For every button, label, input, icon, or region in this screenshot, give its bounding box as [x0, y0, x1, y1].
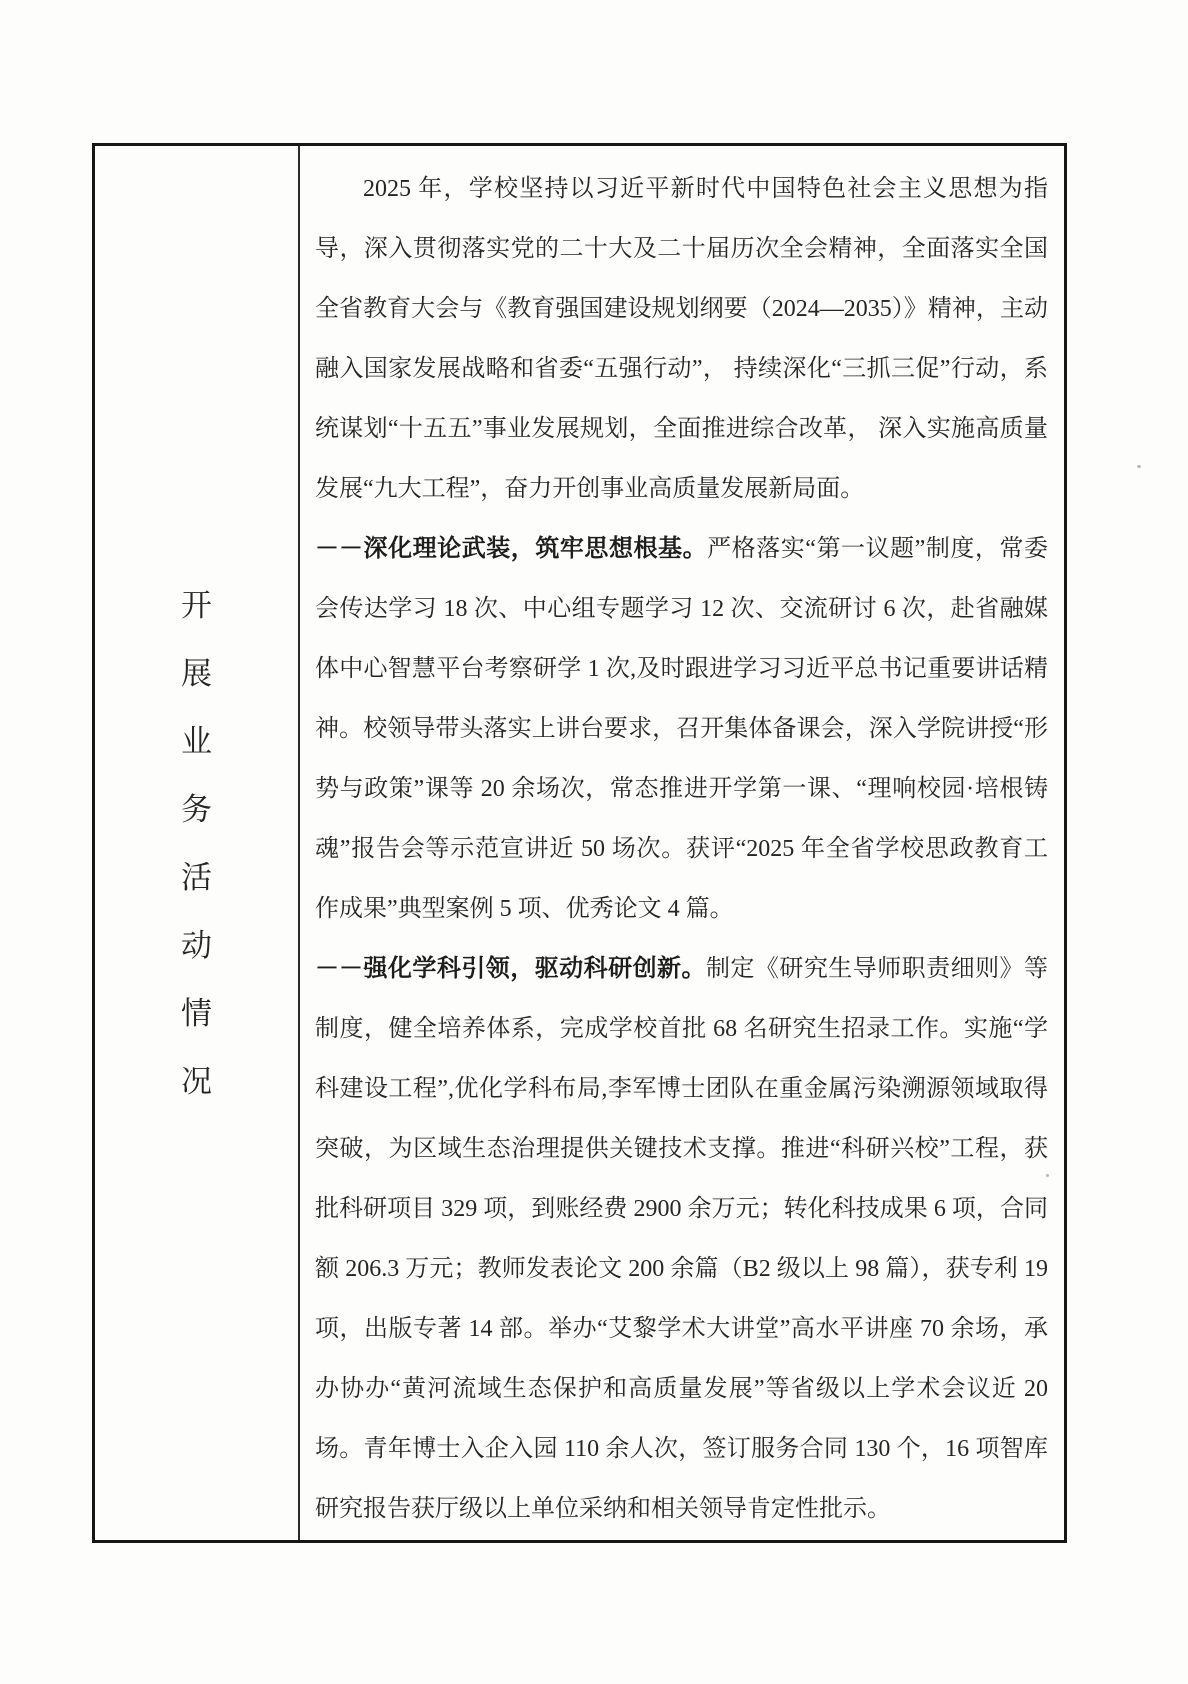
- row-label-char: 况: [181, 1063, 212, 1099]
- activity-content-cell: [300, 146, 1064, 1540]
- paragraph-overview-text: 2025 年，学校坚持以习近平新时代中国特色社会主义思想为指导，深入贯彻落实党的二十大及二十届历次全会精神，全面落实全国全省教育大会与《教育强国建设规划纲要（2024—2035）》精神，主动融入国家发展战略和省委“五强行动”， 持续深化“三抓三促”行动，系统谋划“十五五”事业发展规划，全面推进综合改革， 深入实施高质量发展“九大工程”，奋力开创事业高质量发展新局面。: [315, 176, 1048, 502]
- paragraph-discipline-research-lead: －－强化学科引领，驱动科研创新。: [315, 956, 706, 982]
- paragraph-theory-armament-lead: －－深化理论武装，筑牢思想根基。: [315, 536, 708, 562]
- scan-speck: [1137, 465, 1141, 468]
- paragraph-discipline-research: [315, 939, 1048, 1539]
- row-label-char: 展: [181, 655, 212, 691]
- row-label-char: 动: [181, 927, 212, 963]
- activity-report-table: [92, 143, 1067, 1543]
- row-label-char: 情: [181, 995, 212, 1031]
- row-label-char: 活: [181, 859, 212, 895]
- row-label-char: 开: [181, 587, 212, 623]
- paragraph-theory-armament: [315, 519, 1048, 939]
- row-label-char: 业: [181, 723, 212, 759]
- scan-speck: [1046, 1174, 1049, 1177]
- paragraph-theory-armament-text: 严格落实“第一议题”制度，常委会传达学习 18 次、中心组专题学习 12 次、交流研讨 6 次，赴省融媒体中心智慧平台考察研学 1 次,及时跟进学习习近平总书记重要讲话精神。校领导带头落实上讲台要求，召开集体备课会，深入学院讲授“形势与政策”课等 20 余场次，常态推进开学第一课、“理响校园·培根铸魂”报告会等示范宣讲近 50 场次。获评“2025 年全省学校思政教育工作成果”典型案例 5 项、优秀论文 4 篇。: [315, 536, 1049, 922]
- row-label-cell: [95, 146, 300, 1540]
- row-label-char: 务: [181, 791, 212, 827]
- paragraph-overview: [315, 159, 1048, 519]
- paragraph-discipline-research-text: 制定《研究生导师职责细则》等制度，健全培养体系，完成学校首批 68 名研究生招录工作。实施“学科建设工程”,优化学科布局,李军博士团队在重金属污染溯源领域取得突破，为区域生态治理提供关键技术支撑。推进“科研兴校”工程，获批科研项目 329 项，到账经费 2900 余万元；转化科技成果 6 项，合同额 206.3 万元；教师发表论文 200 余篇（B2 级以上 98 篇），获专利 19 项，出版专著 14 部。举办“艾黎学术大讲堂”高水平讲座 70 余场，承办协办“黄河流域生态保护和高质量发展”等省级以上学术会议近 20 场。青年博士入企入园 110 余人次，签订服务合同 130 个，16 项智库研究报告获厅级以上单位采纳和相关领导肯定性批示。: [315, 956, 1049, 1522]
